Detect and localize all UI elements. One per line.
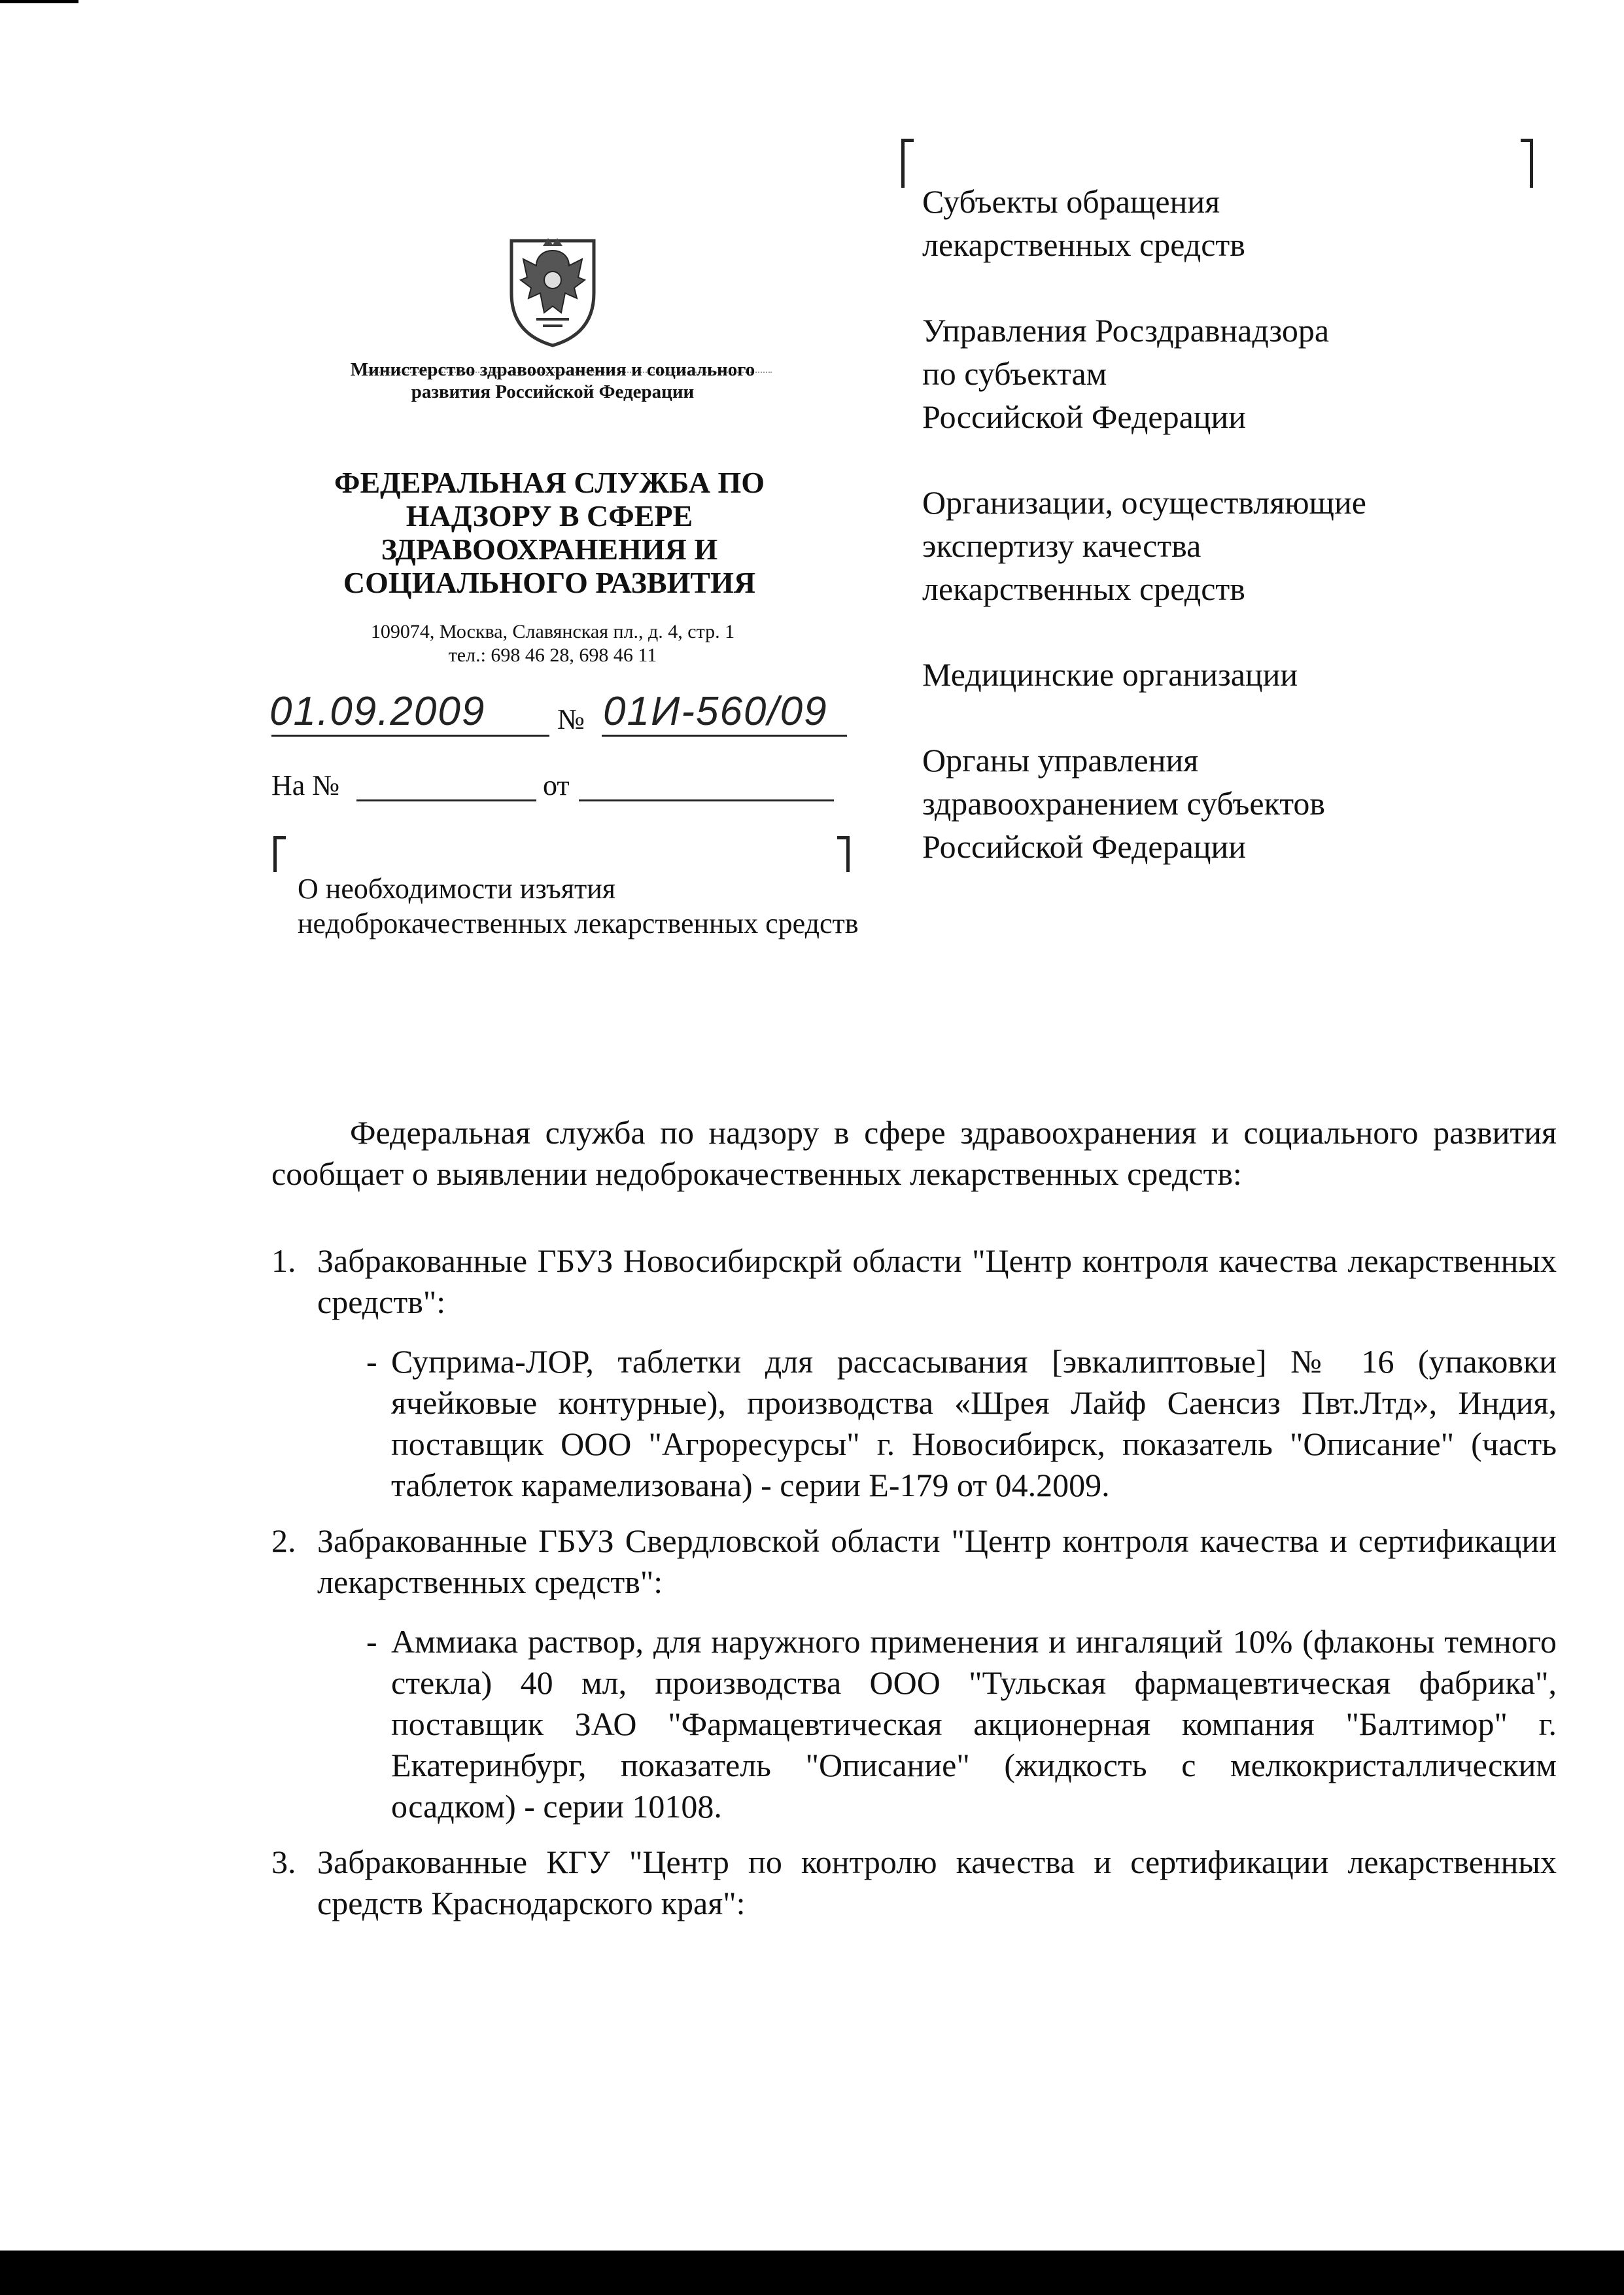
recipient-corner-left <box>901 139 914 188</box>
item-number: 1. <box>271 1242 296 1279</box>
ministry-name: Министерство здравоохранения и социального развития Российской Федерации <box>350 359 755 402</box>
scan-edge-bottom <box>0 2251 1624 2295</box>
recipient: Органы управления здравоохранением субъектов Российской Федерации <box>922 742 1326 865</box>
drug-entry <box>366 1341 1557 1506</box>
list-item <box>271 1842 1557 1924</box>
subject-corner-left <box>273 836 286 872</box>
intro-paragraph: Федеральная служба по надзору в сфере здравоохранения и социального развития сообщает о выявлении недоброкачественных лекарственных средств: <box>271 1114 1557 1192</box>
reply-number-label: На № <box>271 769 340 801</box>
reply-number-blank <box>356 799 536 801</box>
date-underline <box>271 735 549 737</box>
item-title: Забракованные ГБУЗ Новосибирскрй области "Центр контроля качества лекарственных средств": <box>317 1242 1557 1320</box>
dash-bullet: - <box>366 1343 377 1380</box>
recipient: Организации, осуществляющие экспертизу качества лекарственных средств <box>922 484 1367 607</box>
letter-body <box>271 1112 1557 1938</box>
item-title: Забракованные ГБУЗ Свердловской области "Центр контроля качества и сертификации лекарственных средств": <box>317 1522 1557 1600</box>
item-title: Забракованные КГУ "Центр по контролю качества и сертификации лекарственных средств Краснодарского края": <box>317 1844 1557 1921</box>
recipient-corner-right <box>1521 139 1533 188</box>
item-content <box>317 1240 1557 1506</box>
outgoing-date: 01.09.2009 <box>269 689 486 734</box>
item-number: 3. <box>271 1844 296 1880</box>
item-content <box>317 1842 1557 1924</box>
agency-contacts <box>275 620 831 667</box>
item-content <box>317 1520 1557 1827</box>
agency-address: 109074, Москва, Славянская пл., д. 4, стр. 1 <box>370 621 735 642</box>
list-item <box>271 1520 1557 1827</box>
subject-corner-right <box>837 836 850 872</box>
drug-entry <box>366 1621 1557 1827</box>
agency-phone: тел.: 698 46 28, 698 46 11 <box>448 644 657 666</box>
number-label: № <box>557 703 585 735</box>
letter-subject: О необходимости изъятия недоброкачественных лекарственных средств <box>298 873 859 939</box>
number-underline <box>602 735 847 737</box>
recipient: Медицинские организации <box>922 656 1298 693</box>
rejected-drugs-list <box>271 1240 1557 1924</box>
agency-name: ФЕДЕРАЛЬНАЯ СЛУЖБА ПО НАДЗОРУ В СФЕРЕ ЗДРАВООХРАНЕНИЯ И СОЦИАЛЬНОГО РАЗВИТИЯ <box>334 466 765 599</box>
outgoing-number: 01И-560/09 <box>603 689 828 734</box>
drug-description: Суприма-ЛОР, таблетки для рассасывания [эвкалиптовые] № 16 (упаковки ячейковые контурные), производства «Шрея Лайф Саенсиз Пвт.Лтд», Индия, поставщик ООО "Агроресурсы" г. Новосибирск, показатель "Описание" (часть таблеток карамелизована) - серии Е-179 от 04.2009. <box>391 1343 1557 1503</box>
scan-edge-top <box>0 0 78 3</box>
recipient: Управления Росздравнадзора по субъектам Российской Федерации <box>922 312 1330 435</box>
drug-description: Аммиака раствор, для наружного применения и ингаляций 10% (флаконы темного стекла) 40 мл, производства ООО "Тульская фармацевтическая фабрика", поставщик ЗАО "Фармацевтическая акционерная компания "Балтимор" г. Екатеринбург, показатель "Описание" (жидкость с мелкокристаллическим осадком) - серии 10108. <box>391 1623 1557 1825</box>
reply-date-label: от <box>543 769 570 801</box>
item-number: 2. <box>271 1522 296 1559</box>
recipients-list <box>922 180 1511 911</box>
reply-date-blank <box>579 799 834 801</box>
list-item <box>271 1240 1557 1506</box>
russian-coat-of-arms-icon <box>497 215 608 349</box>
dash-bullet: - <box>366 1623 377 1660</box>
recipient: Субъекты обращения лекарственных средств <box>922 183 1245 263</box>
